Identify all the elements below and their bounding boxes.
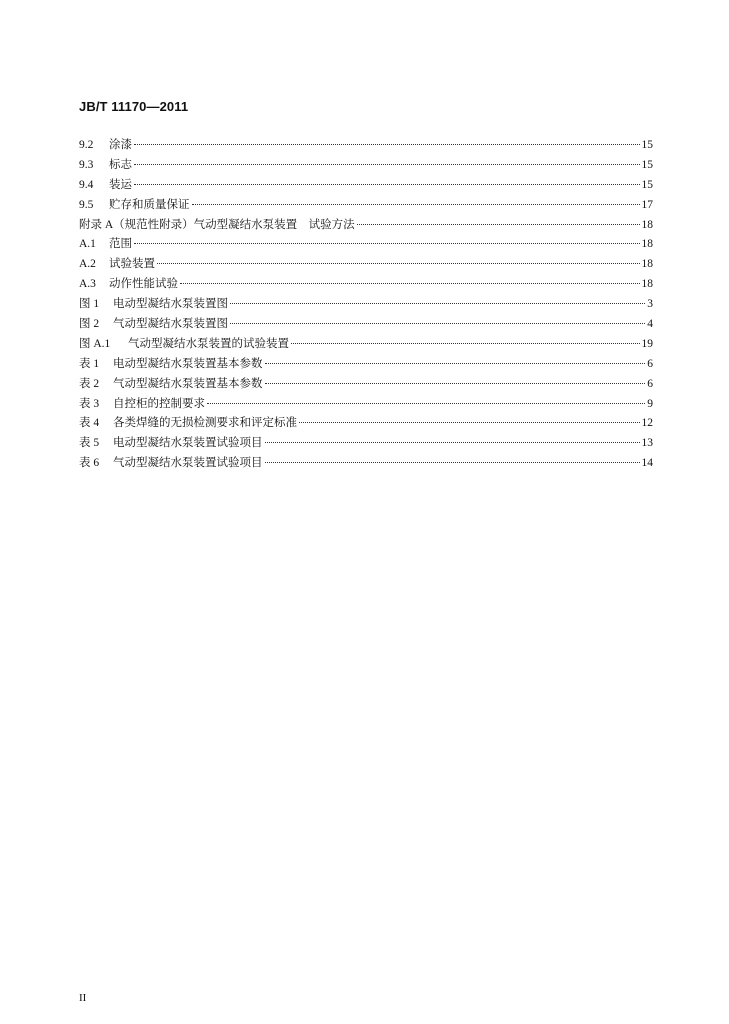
toc-entry-title: 气动型凝结水泵装置图	[113, 318, 228, 331]
document-code-header: JB/T 11170—2011	[79, 99, 189, 114]
toc-entry[interactable]	[79, 235, 653, 255]
toc-entry-label	[79, 355, 263, 375]
dot-leader	[230, 303, 645, 304]
toc-entry-table[interactable]	[79, 434, 653, 454]
toc-entry-page: 17	[641, 198, 653, 211]
toc-entry-label	[79, 255, 155, 275]
toc-entry-label	[79, 216, 355, 236]
toc-entry-page: 6	[647, 377, 653, 390]
dot-leader	[265, 383, 646, 384]
toc-entry-page: 19	[641, 337, 653, 350]
toc-entry-number: A.1	[79, 238, 96, 251]
toc-entry-label	[79, 196, 190, 216]
toc-entry-title: 范围	[109, 238, 132, 251]
toc-entry-number: A.3	[79, 278, 96, 291]
toc-entry-title: 装运	[109, 178, 132, 191]
toc-entry-number: 表 4	[79, 417, 100, 430]
toc-entry-table[interactable]	[79, 454, 653, 474]
toc-entry-title: 电动型凝结水泵装置试验项目	[113, 437, 263, 450]
dot-leader	[357, 224, 640, 225]
toc-entry-page: 18	[641, 278, 653, 291]
dot-leader	[265, 462, 640, 463]
dot-leader	[134, 144, 640, 145]
toc-entry[interactable]	[79, 176, 653, 196]
toc-entry-title: 各类焊缝的无损检测要求和评定标准	[113, 417, 297, 430]
dot-leader	[207, 403, 645, 404]
toc-entry-figure[interactable]	[79, 315, 653, 335]
dot-leader	[134, 184, 640, 185]
toc-entry-page: 18	[641, 238, 653, 251]
toc-entry-page: 15	[641, 158, 653, 171]
toc-entry-page: 15	[641, 178, 653, 191]
toc-entry-label	[79, 156, 132, 176]
table-of-contents	[79, 136, 653, 474]
toc-entry-figure[interactable]	[79, 295, 653, 315]
toc-entry-label	[79, 295, 228, 315]
toc-entry[interactable]	[79, 156, 653, 176]
toc-entry-number: 9.2	[79, 139, 94, 151]
toc-entry-appendix[interactable]	[79, 216, 653, 236]
toc-entry-title: 动作性能试验	[109, 278, 178, 291]
toc-entry-figure[interactable]	[79, 335, 653, 355]
toc-entry-number: A.2	[79, 258, 96, 271]
toc-entry-title: 附录 A（规范性附录）气动型凝结水泵装置 试验方法	[79, 218, 355, 231]
toc-entry-label	[79, 315, 228, 335]
toc-entry-page: 14	[641, 457, 653, 470]
toc-entry-table[interactable]	[79, 414, 653, 434]
toc-entry-label	[79, 176, 132, 196]
toc-entry-number: 图 2	[79, 318, 100, 331]
toc-entry-table[interactable]	[79, 375, 653, 395]
toc-entry-table[interactable]	[79, 355, 653, 375]
toc-entry-number: 图 A.1	[79, 337, 111, 350]
toc-entry-label	[79, 434, 263, 454]
toc-entry-title: 电动型凝结水泵装置图	[113, 298, 228, 311]
toc-entry-title: 气动型凝结水泵装置的试验装置	[128, 337, 289, 350]
dot-leader	[265, 363, 646, 364]
toc-entry-number: 表 3	[79, 397, 100, 410]
toc-entry-number: 表 1	[79, 357, 100, 370]
toc-entry-page: 4	[647, 318, 653, 331]
dot-leader	[134, 164, 640, 165]
toc-entry-label	[79, 375, 263, 395]
toc-entry-title: 试验装置	[109, 258, 155, 271]
toc-entry-label	[79, 136, 132, 156]
toc-entry-label	[79, 335, 289, 355]
toc-entry-title: 涂漆	[109, 139, 132, 151]
toc-entry-page: 3	[647, 298, 653, 311]
toc-entry-number: 9.5	[79, 198, 94, 211]
toc-entry-label	[79, 395, 205, 415]
dot-leader	[134, 243, 640, 244]
dot-leader	[180, 283, 640, 284]
toc-entry[interactable]	[79, 255, 653, 275]
toc-entry[interactable]	[79, 196, 653, 216]
toc-entry-title: 气动型凝结水泵装置试验项目	[113, 457, 263, 470]
toc-entry-label	[79, 275, 178, 295]
toc-entry-label	[79, 414, 297, 434]
toc-entry-page: 18	[641, 258, 653, 271]
toc-entry-title: 标志	[109, 158, 132, 171]
dot-leader	[291, 343, 640, 344]
toc-entry-number: 9.4	[79, 178, 94, 191]
page-number: II	[79, 992, 87, 1004]
dot-leader	[157, 263, 640, 264]
toc-entry-number: 表 5	[79, 437, 100, 450]
toc-entry-label	[79, 235, 132, 255]
toc-entry-title: 气动型凝结水泵装置基本参数	[113, 377, 263, 390]
toc-entry-page: 6	[647, 357, 653, 370]
toc-entry-page: 13	[641, 437, 653, 450]
toc-entry-number: 表 6	[79, 457, 100, 470]
toc-entry-number: 图 1	[79, 298, 100, 311]
dot-leader	[192, 204, 640, 205]
toc-entry-page: 9	[647, 397, 653, 410]
toc-entry-title: 贮存和质量保证	[109, 198, 190, 211]
dot-leader	[265, 442, 640, 443]
dot-leader	[299, 422, 640, 423]
toc-entry[interactable]	[79, 275, 653, 295]
toc-entry-page: 18	[641, 218, 653, 231]
toc-entry[interactable]	[79, 136, 653, 156]
toc-entry-label	[79, 454, 263, 474]
toc-entry-page: 12	[641, 417, 653, 430]
toc-entry-title: 电动型凝结水泵装置基本参数	[113, 357, 263, 370]
toc-entry-number: 表 2	[79, 377, 100, 390]
toc-entry-table[interactable]	[79, 395, 653, 415]
toc-entry-title: 自控柜的控制要求	[113, 397, 205, 410]
toc-entry-number: 9.3	[79, 158, 94, 171]
dot-leader	[230, 323, 645, 324]
toc-entry-page: 15	[641, 139, 653, 151]
